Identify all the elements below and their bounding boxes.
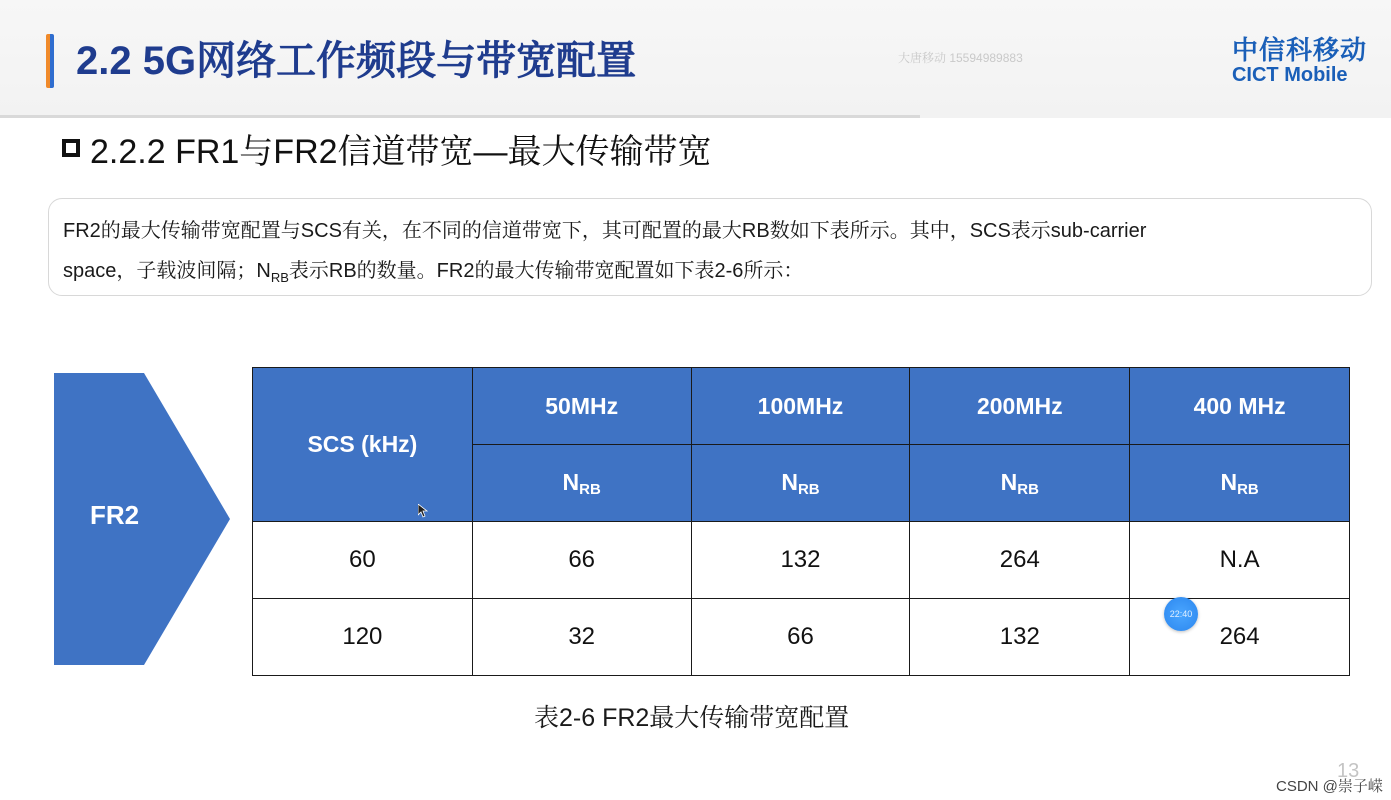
- table-cell: 264: [910, 522, 1130, 599]
- scs-header-cell: SCS (kHz): [253, 368, 473, 522]
- nrb-main: N: [1220, 468, 1238, 495]
- timer-badge[interactable]: 22:40: [1164, 597, 1198, 631]
- table-cell: 66: [691, 599, 910, 676]
- table-cell: 132: [691, 522, 910, 599]
- header-divider: [0, 115, 920, 118]
- table-cell: N.A: [1130, 522, 1350, 599]
- watermark-text: 大唐移动 15594989883: [898, 51, 1023, 65]
- table-cell: 264: [1130, 599, 1350, 676]
- description-line-2: [63, 251, 1357, 298]
- csdn-watermark: CSDN @崇子嵘: [1276, 778, 1383, 795]
- section-subtitle: [62, 126, 712, 170]
- bandwidth-header-cell: 50MHz: [472, 368, 691, 445]
- table-caption: 表2-6 FR2最大传输带宽配置: [534, 704, 850, 732]
- nrb-sub: RB: [579, 480, 601, 498]
- fr2-arrow-shape: [54, 373, 230, 665]
- nrb-sub: RB: [1017, 480, 1039, 498]
- scs-cell: 60: [253, 522, 473, 599]
- table-cell: 66: [472, 522, 691, 599]
- nrb-main: N: [1000, 468, 1018, 495]
- nrb-subscript: RB: [270, 270, 289, 285]
- company-logo: [1232, 36, 1367, 86]
- description-box: [48, 198, 1372, 296]
- fr2-label: FR2: [90, 500, 140, 530]
- nrb-header-cell: [691, 445, 910, 522]
- nrb-header-cell: [910, 445, 1130, 522]
- nrb-sub: RB: [797, 480, 820, 498]
- table-row: [253, 522, 1350, 599]
- bandwidth-header-cell: 200MHz: [910, 368, 1130, 445]
- slide-header: [0, 0, 1391, 118]
- bandwidth-header-cell: 400 MHz: [1130, 368, 1350, 445]
- table-header-row: [253, 368, 1350, 445]
- nrb-main: N: [781, 468, 798, 495]
- nrb-header-cell: [472, 445, 691, 522]
- slide-title: 2.2 5G网络工作频段与带宽配置: [76, 39, 637, 83]
- square-bullet-icon: [62, 139, 80, 157]
- subtitle-text: 2.2.2 FR1与FR2信道带宽—最大传输带宽: [90, 132, 712, 171]
- page-number: 13: [1337, 760, 1360, 782]
- bandwidth-header-cell: 100MHz: [691, 368, 910, 445]
- scs-cell: 120: [253, 599, 473, 676]
- nrb-sub: RB: [1237, 480, 1259, 498]
- nrb-header-cell: [1130, 445, 1350, 522]
- mouse-cursor-icon: [418, 504, 428, 518]
- description-line-1: FR2的最大传输带宽配置与SCS有关，在不同的信道带宽下，其可配置的最大RB数如下表所示。其中，SCS表示sub-carrier: [63, 220, 1147, 242]
- table-cell: 132: [910, 599, 1130, 676]
- nrb-main: N: [562, 468, 580, 495]
- logo-chinese-text: 中信科移动: [1231, 35, 1367, 65]
- logo-english-text: CICT Mobile: [1231, 64, 1348, 86]
- table-cell: 32: [472, 599, 691, 676]
- description-text: 表示RB的数量。FR2的最大传输带宽配置如下表2-6所示：: [288, 260, 804, 282]
- title-accent-bar: [46, 34, 54, 88]
- description-text: space，子载波间隔；N: [63, 260, 271, 282]
